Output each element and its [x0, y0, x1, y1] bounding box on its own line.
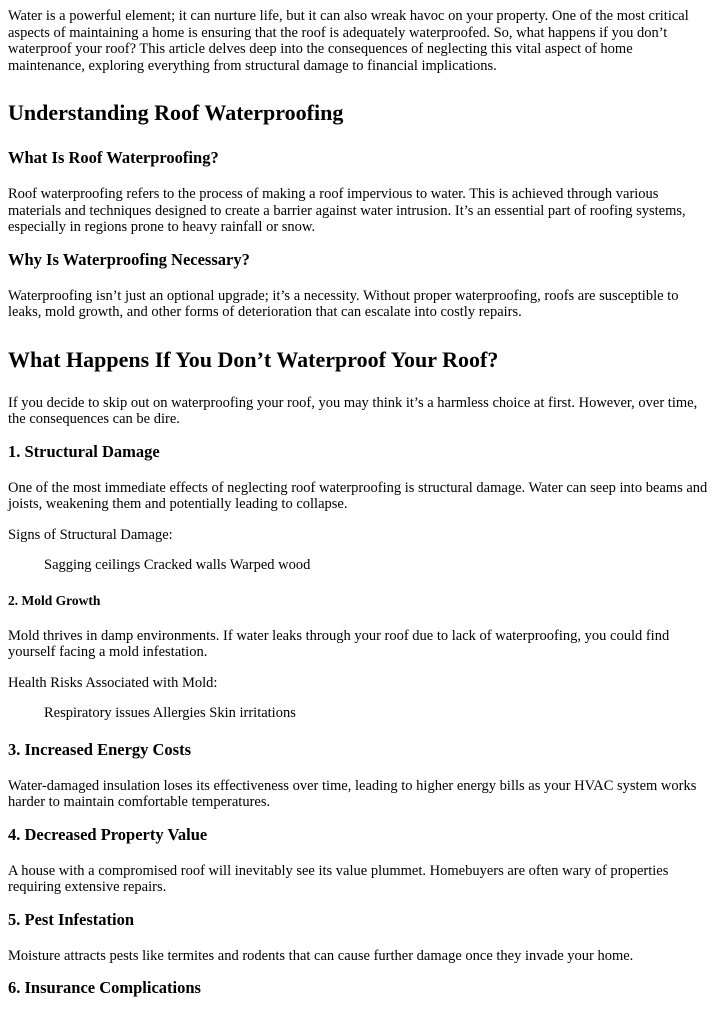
subheading-mold-growth: 2. Mold Growth [8, 592, 101, 608]
subheading-what-is: What Is Roof Waterproofing? [8, 148, 219, 167]
section-heading-understanding: Understanding Roof Waterproofing [8, 100, 344, 125]
intro-paragraph: Water is a powerful element; it can nurture life, but it can also wreak havoc on your property. One of the most critical aspects of maintaining a home is ensuring that the roof is adequately waterproofed. So, what happens if you don’t waterproof your roof? This article delves deep into the consequences of neglecting this vital aspect of home maintenance, exploring everything from structural damage to financial implications. [8, 8, 689, 74]
subheading-energy-costs: 3. Increased Energy Costs [8, 739, 192, 759]
subheading-why-necessary: Why Is Waterproofing Necessary? [8, 249, 250, 269]
paragraph-why-necessary: Waterproofing isn’t just an optional upgrade; it’s a necessity. Without proper waterproofing, roofs are susceptible to leaks, mold growth, and other forms of deterioration that can escalate into costly repairs. [8, 287, 679, 320]
paragraph-what-happens-intro: If you decide to skip out on waterproofing your roof, you may think it’s a harmless choice at first. However, over time, the consequences can be dire. [8, 394, 698, 427]
list-mold-risks: Respiratory issues Allergies Skin irritations [44, 705, 296, 721]
label-structural-signs: Signs of Structural Damage: [8, 526, 173, 543]
paragraph-property-value: A house with a compromised roof will inevitably see its value plummet. Homebuyers are often wary of properties requiring extensive repairs. [8, 862, 669, 895]
label-mold-risks: Health Risks Associated with Mold: [8, 674, 218, 691]
paragraph-energy-costs: Water-damaged insulation loses its effectiveness over time, leading to higher energy bills as your HVAC system works harder to maintain comfortable temperatures. [8, 777, 697, 810]
subheading-insurance: 6. Insurance Complications [8, 978, 201, 997]
section-heading-what-happens: What Happens If You Don’t Waterproof Your Roof? [8, 346, 499, 372]
paragraph-structural-damage: One of the most immediate effects of neglecting roof waterproofing is structural damage. Water can seep into beams and joists, weakening them and potentially leading to collapse. [8, 479, 708, 512]
paragraph-what-is: Roof waterproofing refers to the process of making a roof impervious to water. This is achieved through various materials and techniques designed to create a barrier against water intrusion. It’s an essential part of roofing systems, especially in regions prone to heavy rainfall or snow. [8, 186, 686, 235]
subheading-structural-damage: 1. Structural Damage [8, 441, 160, 461]
subheading-pest-infestation: 5. Pest Infestation [8, 909, 135, 929]
subheading-property-value: 4. Decreased Property Value [8, 824, 208, 844]
paragraph-mold-growth: Mold thrives in damp environments. If water leaks through your roof due to lack of waterproofing, you could find yourself facing a mold infestation. [8, 627, 670, 660]
list-structural-signs: Sagging ceilings Cracked walls Warped wood [44, 557, 311, 573]
paragraph-pest-infestation: Moisture attracts pests like termites and rodents that can cause further damage once they invade your home. [8, 947, 634, 964]
